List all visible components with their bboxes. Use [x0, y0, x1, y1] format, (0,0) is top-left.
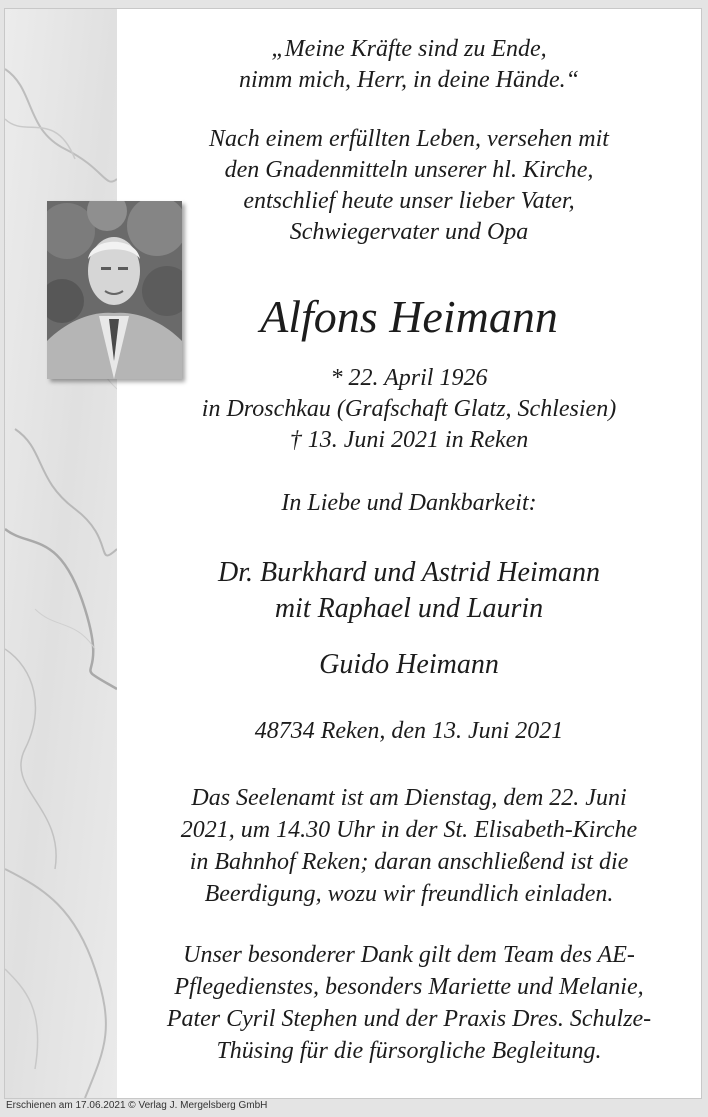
- obituary-card: [4, 8, 702, 1099]
- funeral-line: 2021, um 14.30 Uhr in der St. Elisabeth-Kirche: [180, 817, 638, 843]
- marble-border-decoration: [5, 9, 117, 1098]
- intro-line: Schwiegervater und Opa: [289, 219, 529, 245]
- life-dates: [117, 363, 701, 456]
- family-mourner-guido: [117, 647, 701, 683]
- intro-text: [117, 124, 701, 248]
- thanks-heading: In Liebe und Dankbarkeit:: [281, 490, 537, 516]
- intro-line: den Gnadenmitteln unserer hl. Kirche,: [224, 157, 594, 183]
- birth-date: * 22. April 1926: [330, 365, 488, 391]
- thanks-line: Pflegedienstes, besonders Mariette und Melanie,: [174, 974, 644, 1000]
- funeral-line: Beerdigung, wozu wir freundlich einladen.: [204, 881, 614, 907]
- family-line: Guido Heimann: [319, 649, 499, 680]
- thanks-line: Unser besonderer Dank gilt dem Team des AE-: [183, 942, 635, 968]
- special-thanks: [117, 939, 701, 1067]
- birth-place: in Droschkau (Grafschaft Glatz, Schlesien): [201, 396, 617, 422]
- thanks-line: Thüsing für die fürsorgliche Begleitung.: [216, 1038, 602, 1064]
- funeral-line: Das Seelenamt ist am Dienstag, dem 22. Juni: [191, 785, 627, 811]
- publication-footer: Erschienen am 17.06.2021 © Verlag J. Mergelsberg GmbH: [6, 1100, 268, 1111]
- funeral-line: in Bahnhof Reken; daran anschließend ist die: [189, 849, 629, 875]
- deceased-name: Alfons Heimann: [260, 291, 558, 342]
- quote-line: nimm mich, Herr, in deine Hände.“: [239, 67, 579, 93]
- death-date: † 13. Juni 2021 in Reken: [289, 427, 529, 453]
- intro-line: Nach einem erfüllten Leben, versehen mit: [209, 126, 609, 152]
- family-line: Dr. Burkhard und Astrid Heimann: [218, 557, 600, 588]
- intro-line: entschlief heute unser lieber Vater,: [243, 188, 575, 214]
- thanks-line: Pater Cyril Stephen und der Praxis Dres. Schulze-: [166, 1006, 652, 1032]
- opening-quote: [117, 34, 701, 96]
- family-line: mit Raphael und Laurin: [274, 593, 544, 624]
- family-mourners: [117, 555, 701, 627]
- funeral-info: [117, 782, 701, 910]
- quote-line: „Meine Kräfte sind zu Ende,: [271, 36, 547, 62]
- place-and-date: 48734 Reken, den 13. Juni 2021: [254, 718, 564, 744]
